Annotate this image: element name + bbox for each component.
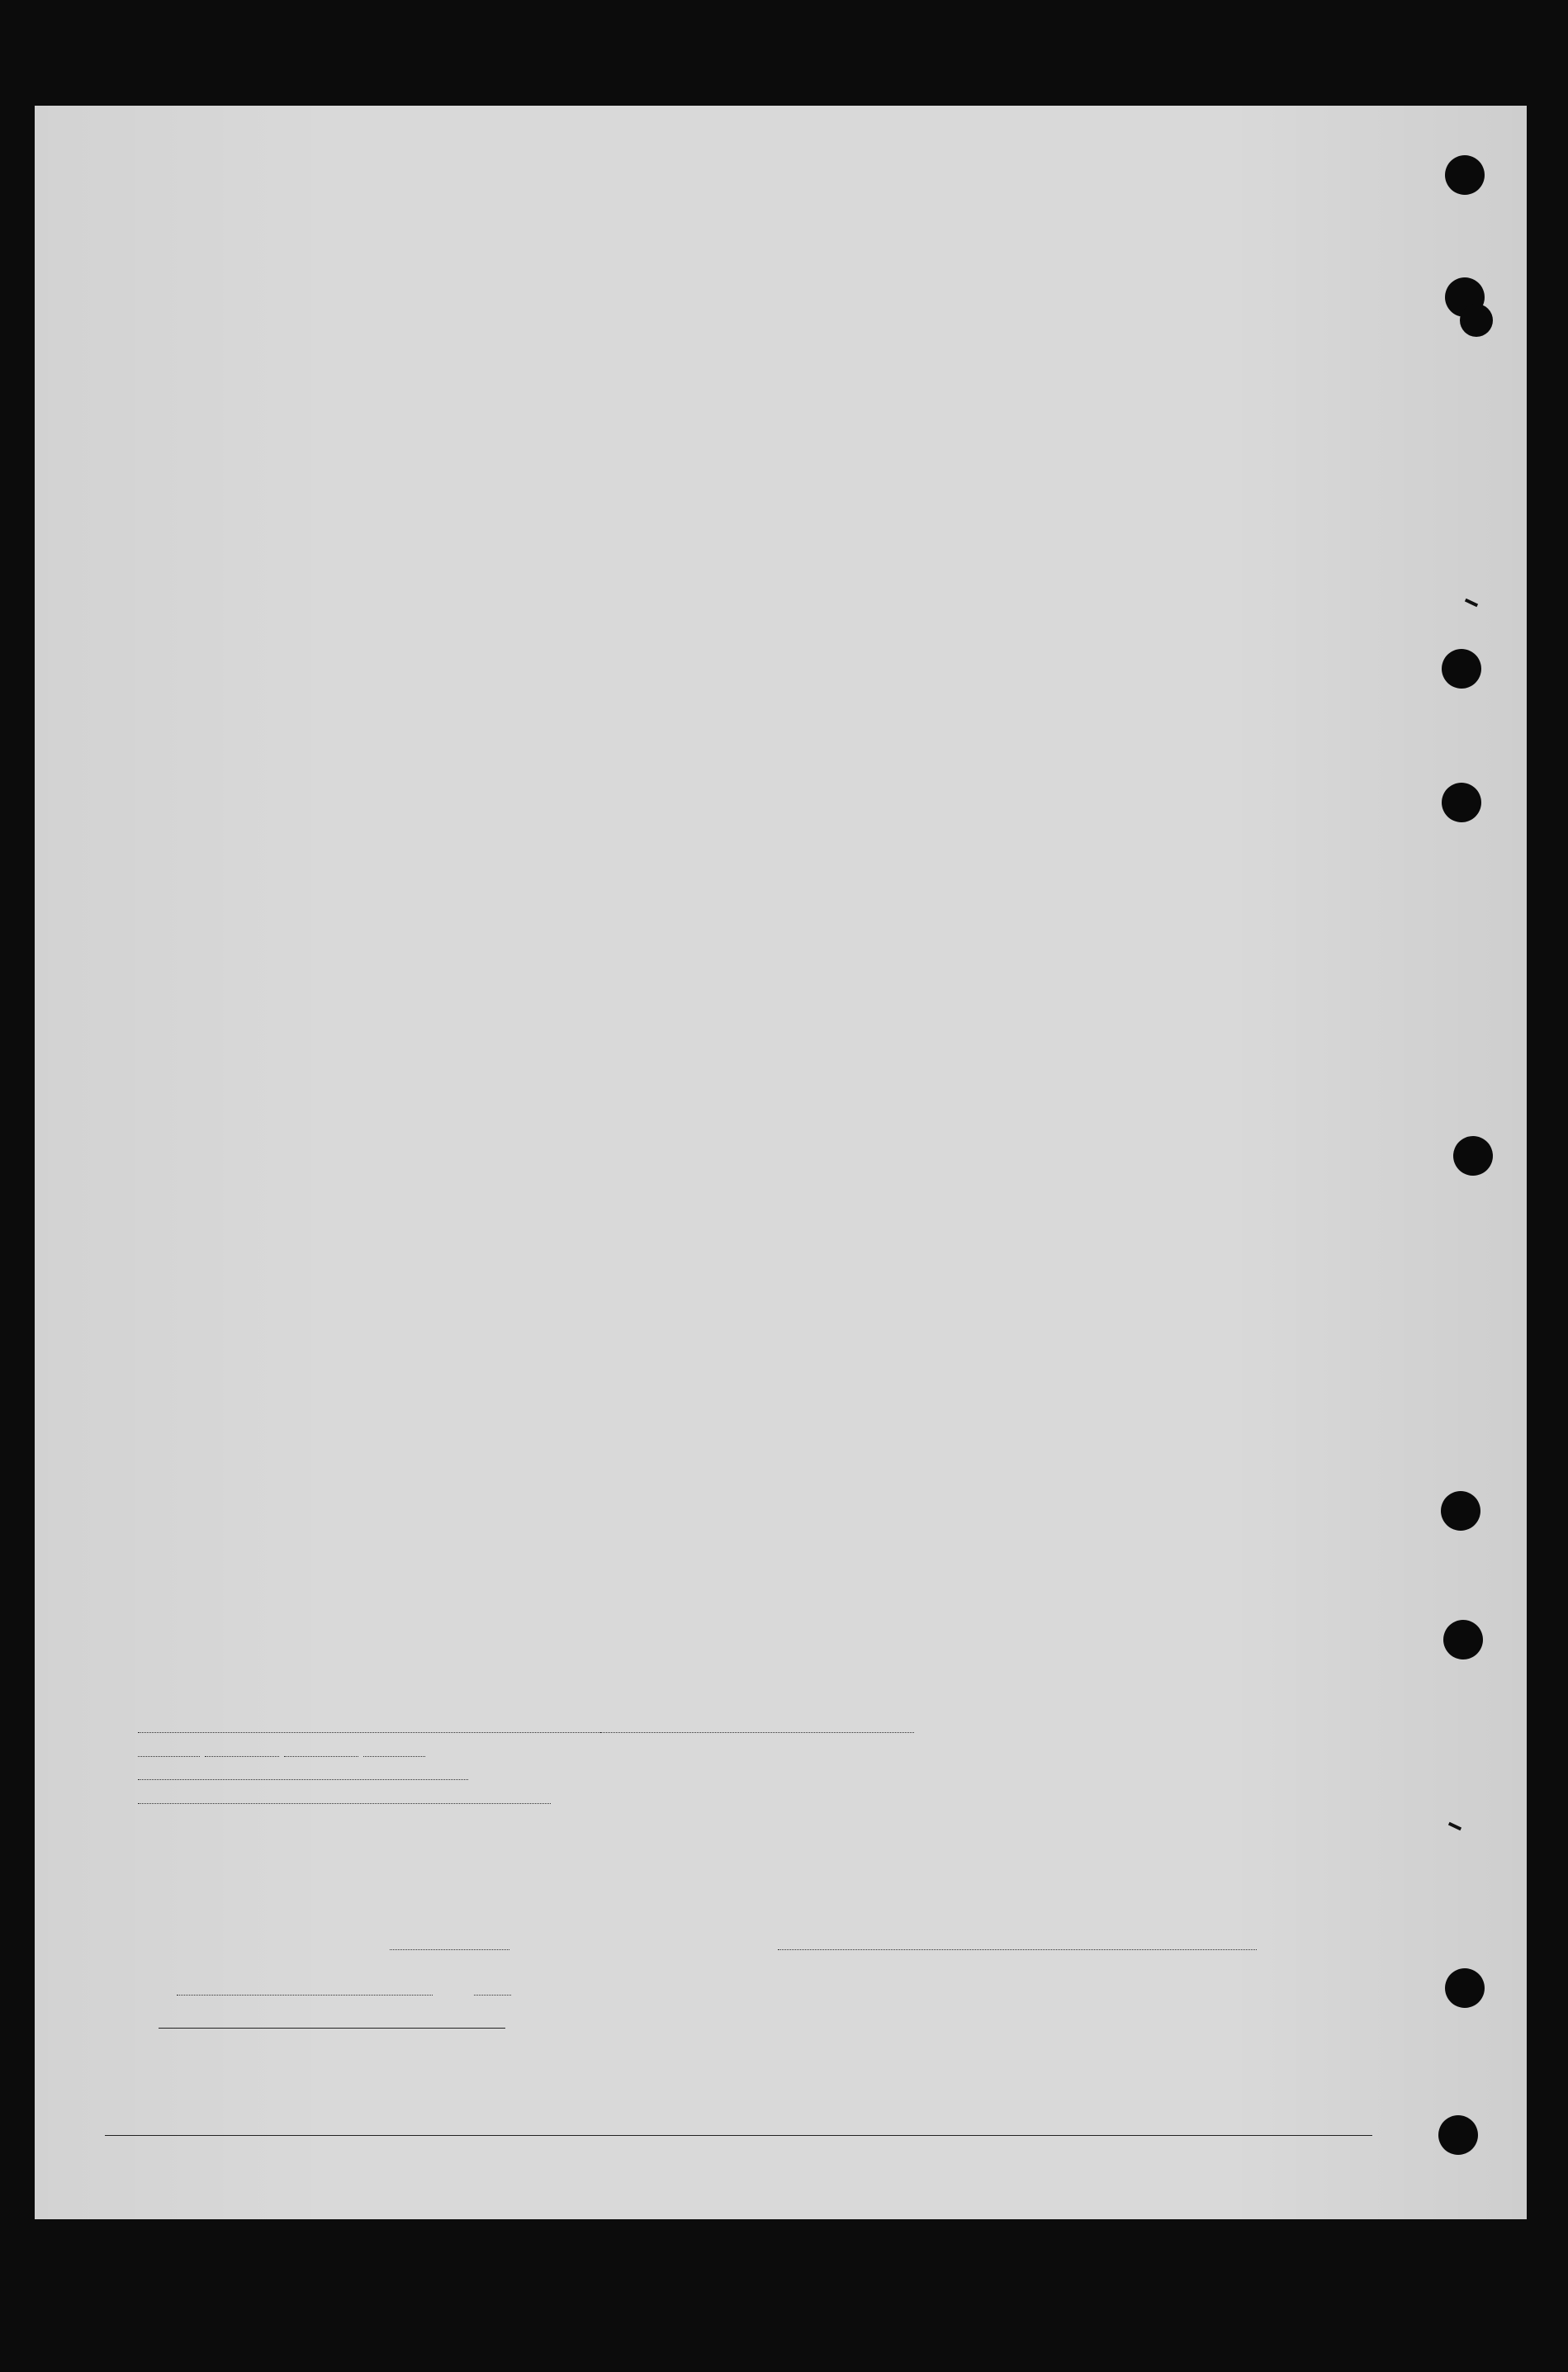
list-no-from-blank	[138, 1756, 200, 1757]
punch-hole	[1453, 1136, 1493, 1176]
sworn-day-blank	[390, 1949, 509, 1950]
day-of-blank	[177, 1995, 433, 1996]
year-blank	[474, 1995, 511, 1996]
manifest-no-from-blank	[284, 1756, 358, 1757]
punch-hole	[1460, 304, 1493, 337]
punch-hole	[1442, 649, 1481, 689]
deputy-signature-line	[159, 2028, 505, 2029]
manifest-no-to-blank	[363, 1756, 425, 1757]
manifest-sheet	[35, 106, 1527, 2219]
ship-name-blank	[600, 1732, 914, 1733]
punch-hole	[1445, 1968, 1485, 2008]
punch-hole	[1442, 783, 1481, 822]
punch-hole	[1443, 1620, 1483, 1659]
edge-mark	[1465, 599, 1478, 607]
embark-port-blank	[138, 1803, 551, 1804]
master-name-blank	[138, 1732, 600, 1733]
port-blank	[138, 1779, 468, 1780]
punch-hole	[1445, 155, 1485, 195]
punch-hole	[1438, 2115, 1478, 2155]
footer-rule	[105, 2135, 1372, 2136]
edge-mark	[1448, 1822, 1461, 1830]
punch-hole	[1441, 1491, 1480, 1531]
master-oath-paragraph	[138, 1716, 1385, 1810]
master-signature-blank	[778, 1949, 1257, 1950]
list-no-to-blank	[205, 1756, 279, 1757]
